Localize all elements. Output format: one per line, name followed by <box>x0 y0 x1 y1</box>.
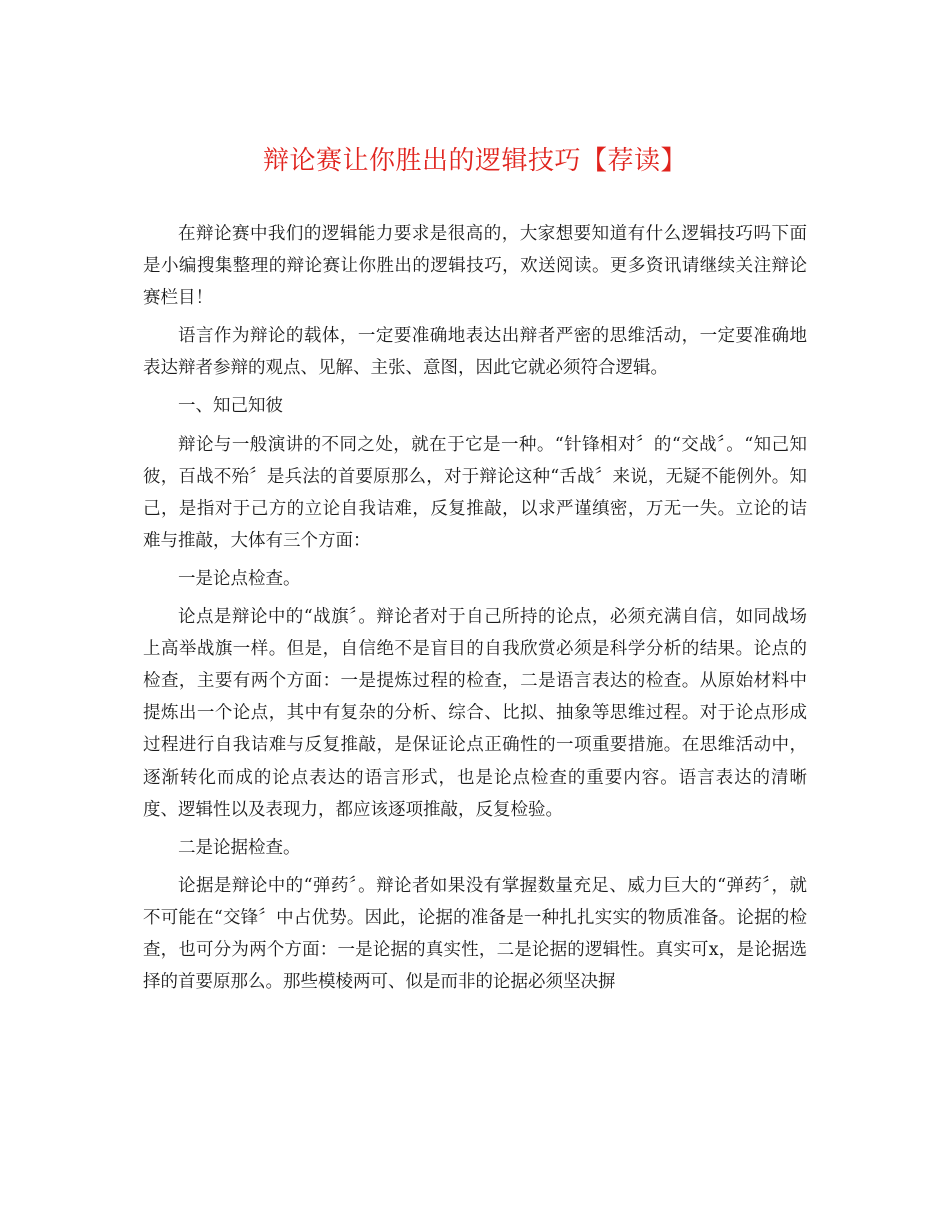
paragraph-evidence-check: 论据是辩论中的“弹药〞。辩论者如果没有掌握数量充足、威力巨大的“弹药〞，就不可能在“交锋〞中占优势。因此，论据的准备是一种扎扎实实的物质准备。论据的检查，也可分为两个方面：一是论据的真实性，二是论据的逻辑性。真实可x，是论据选择的首要原那么。那些模棱两可、似是而非的论据必须坚决摒 <box>143 875 807 993</box>
paragraph-argument-check: 论点是辩论中的“战旗〞。辩论者对于自己所持的论点，必须充满自信，如同战场上高举战旗一样。但是，自信绝不是盲目的自我欣赏必须是科学分析的结果。论点的检查，主要有两个方面：一是提炼过程的检查，二是语言表达的检查。从原始材料中提炼出一个论点，其中有复杂的分析、综合、比拟、抽象等思维过程。对于论点形成过程进行自我诘难与反复推敲，是保证论点正确性的一项重要措施。在思维活动中，逐渐转化而成的论点表达的语言形式，也是论点检查的重要内容。语言表达的清晰度、逻辑性以及表现力，都应该逐项推敲，反复检验。 <box>143 607 807 820</box>
paragraph-intro: 在辩论赛中我们的逻辑能力要求是很高的，大家想要知道有什么逻辑技巧吗下面是小编搜集整理的辩论赛让你胜出的逻辑技巧，欢送阅读。更多资讯请继续关注辩论赛栏目！ <box>143 224 807 309</box>
paragraph-language: 语言作为辩论的载体，一定要准确地表达出辩者严密的思维活动，一定要准确地表达辩者参辩的观点、见解、主张、意图，因此它就必须符合逻辑。 <box>143 326 807 379</box>
section-heading-know-yourself: 一、知己知彼 <box>178 396 283 417</box>
document-body <box>143 218 807 998</box>
document-title: 辩论赛让你胜出的逻辑技巧【荐读】 <box>262 146 687 176</box>
subheading-argument-check: 一是论点检查。 <box>178 568 301 589</box>
paragraph-know-yourself: 辩论与一般演讲的不同之处，就在于它是一种。“针锋相对〞的“交战〞。“知己知彼，百战不殆〞是兵法的首要原那么，对于辩论这种“舌战〞来说，无疑不能例外。知己，是指对于己方的立论自我诘难，反复推敲，以求严谨缜密，万无一失。立论的诘难与推敲，大体有三个方面： <box>143 434 807 551</box>
subheading-evidence-check: 二是论据检查。 <box>178 837 301 858</box>
